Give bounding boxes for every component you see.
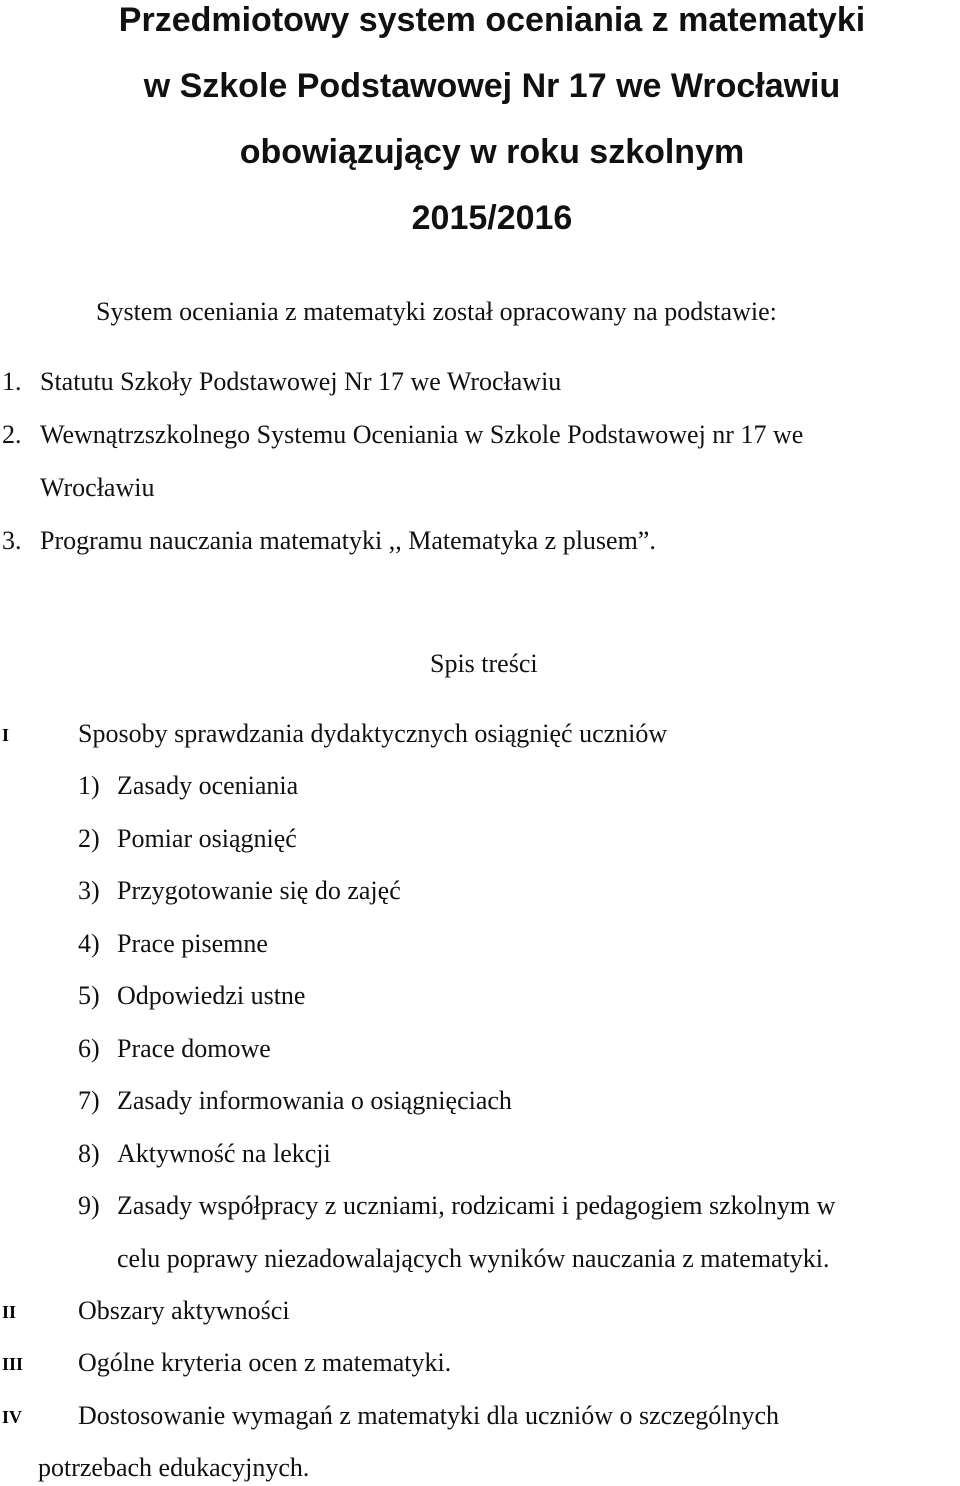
toc-section-2-roman: II: [2, 1302, 17, 1322]
toc-subitem-3-text: Przygotowanie się do zajęć: [117, 876, 401, 905]
toc-subitem-6-text: Prace domowe: [117, 1034, 271, 1063]
toc-subitem-7-num: 7): [78, 1086, 100, 1115]
title-line-3: obowiązujący w roku szkolnym: [239, 133, 745, 171]
toc-subitem-2-num: 2): [78, 824, 100, 853]
toc-subitem-1-num: 1): [78, 771, 100, 800]
basis-item-3-num: 3.: [2, 526, 22, 555]
toc-section-4-title: Dostosowanie wymagań z matematyki dla uczniów o szczególnych: [78, 1401, 780, 1430]
toc-section-4-roman: IV: [2, 1407, 23, 1427]
basis-item-3-text: Programu nauczania matematyki ,, Matematyka z plusem”.: [40, 526, 656, 555]
toc-section-3-title: Ogólne kryteria ocen z matematyki.: [78, 1348, 452, 1377]
toc-section-3-roman: III: [2, 1354, 24, 1374]
toc-subitem-7-text: Zasady informowania o osiągnięciach: [117, 1086, 512, 1115]
basis-item-2-cont: Wrocławiu: [40, 473, 155, 502]
toc-subitem-3-num: 3): [78, 876, 100, 905]
toc-subitem-6-num: 6): [78, 1034, 100, 1063]
toc-subitem-5-text: Odpowiedzi ustne: [117, 981, 306, 1010]
title-line-2: w Szkole Podstawowej Nr 17 we Wrocławiu: [143, 67, 841, 105]
toc-subitem-8-text: Aktywność na lekcji: [117, 1139, 331, 1168]
toc-subitem-4-num: 4): [78, 929, 100, 958]
toc-subitem-4-text: Prace pisemne: [117, 929, 268, 958]
basis-item-1-num: 1.: [2, 367, 22, 396]
toc-heading: Spis treści: [430, 649, 538, 678]
toc-subitem-9-num: 9): [78, 1191, 100, 1220]
toc-section-1-roman: I: [2, 725, 10, 745]
basis-item-2-text: Wewnątrzszkolnego Systemu Oceniania w Szkole Podstawowej nr 17 we: [40, 420, 804, 449]
basis-item-1-text: Statutu Szkoły Podstawowej Nr 17 we Wrocławiu: [40, 367, 562, 396]
toc-subitem-2-text: Pomiar osiągnięć: [117, 824, 297, 853]
toc-subitem-8-num: 8): [78, 1139, 100, 1168]
basis-intro: System oceniania z matematyki został opracowany na podstawie:: [96, 297, 777, 326]
title-line-4: 2015/2016: [411, 199, 573, 237]
toc-section-2-title: Obszary aktywności: [78, 1296, 290, 1325]
toc-subitem-5-num: 5): [78, 981, 100, 1010]
toc-subitem-1-text: Zasady oceniania: [117, 771, 299, 800]
toc-section-4-cont: potrzebach edukacyjnych.: [38, 1453, 310, 1482]
title-line-1: Przedmiotowy system oceniania z matematyki: [118, 1, 866, 39]
toc-subitem-9-text: Zasady współpracy z uczniami, rodzicami i pedagogiem szkolnym w: [117, 1191, 836, 1220]
toc-section-1-title: Sposoby sprawdzania dydaktycznych osiągnięć uczniów: [78, 719, 668, 748]
toc-subitem-9-cont: celu poprawy niezadowalających wyników nauczania z matematyki.: [117, 1244, 830, 1273]
basis-item-2-num: 2.: [2, 420, 22, 449]
